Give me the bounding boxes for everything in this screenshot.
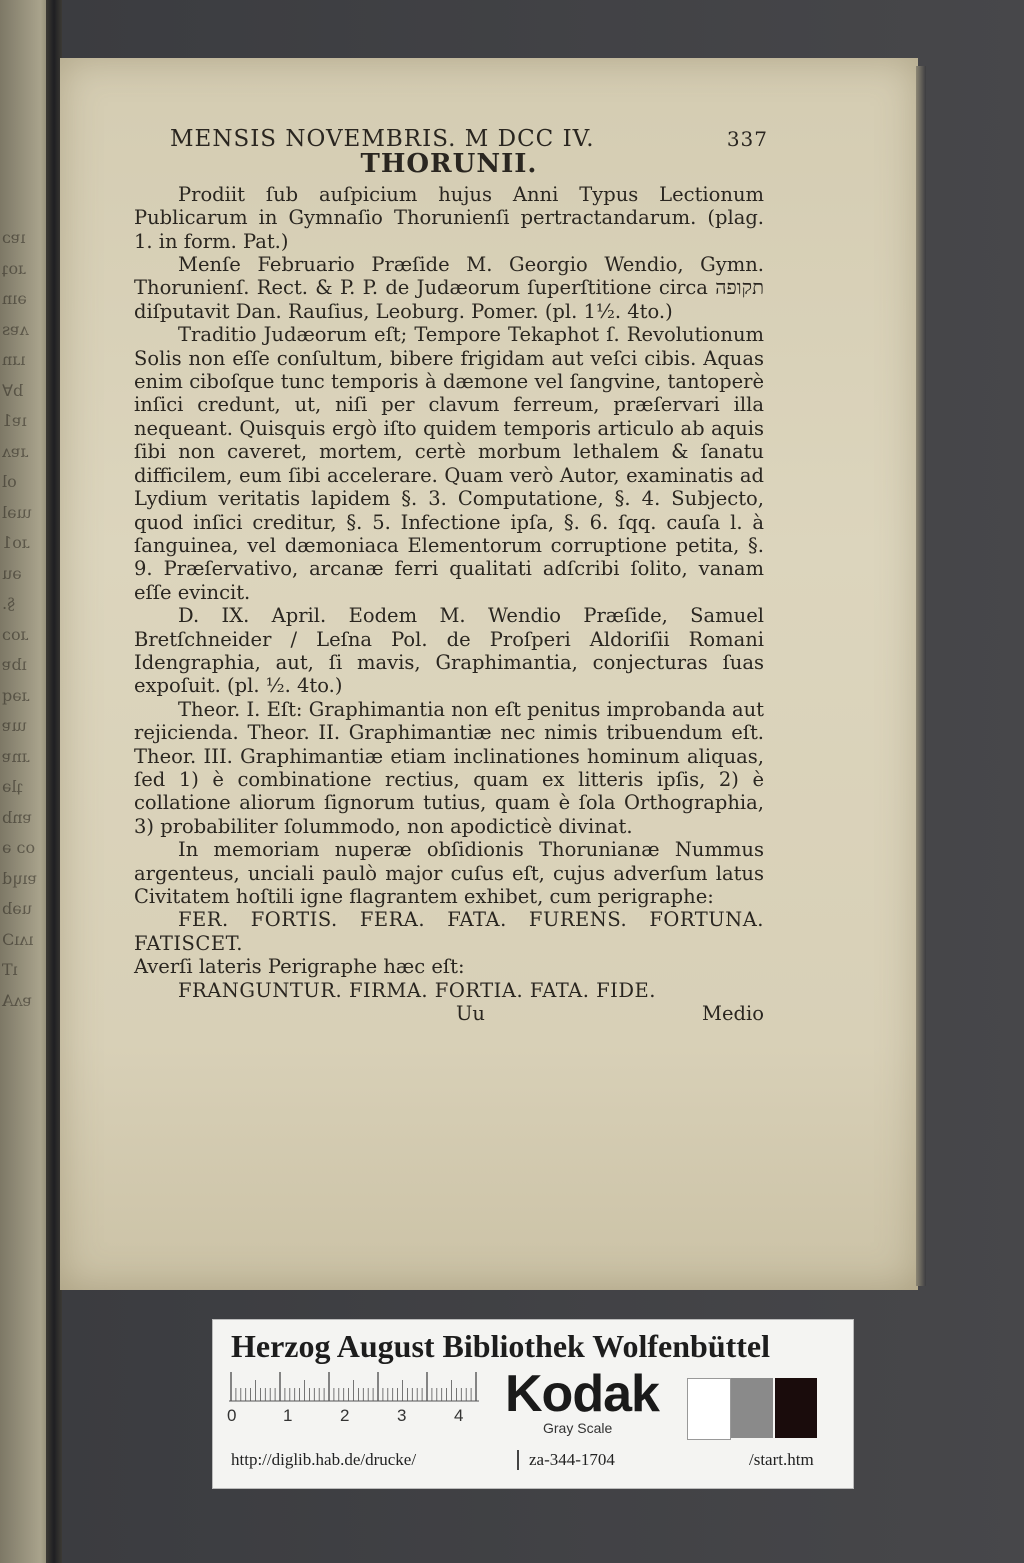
paragraph: D. IX. April. Eodem M. Wendio Præſide, Samuel Bretſchneider / Leſna Pol. de Proſperi Aldoriſii Romani Idengraphia, aut, ſi mavis, Graphimantia, conjecturas ſuas expoſuit. (pl. ½. 4to.) bbox=[134, 604, 764, 698]
facing-page-fragment: ɹoʇ bbox=[2, 258, 27, 278]
facing-page-fragment: ɐʌA bbox=[2, 990, 33, 1010]
place-heading: THORUNII. bbox=[360, 149, 538, 180]
black-patch bbox=[775, 1378, 817, 1438]
facing-page-fragment: ıbɐ bbox=[2, 655, 27, 674]
facing-page-fragment: ɹǝq bbox=[2, 685, 30, 705]
ruler-number: 3 bbox=[397, 1406, 407, 1425]
ruler-scale bbox=[229, 1372, 479, 1402]
facing-page-fragment: ɯɐ bbox=[2, 716, 27, 735]
running-head bbox=[134, 126, 768, 152]
ruler-number: 4 bbox=[454, 1406, 464, 1425]
book-page bbox=[60, 58, 918, 1290]
kodak-logo: Kodak bbox=[505, 1365, 659, 1423]
facing-page-fragment: ıT bbox=[2, 960, 18, 979]
facing-page-fragment: ɯǝl bbox=[2, 502, 32, 522]
ruler-number: 0 bbox=[227, 1406, 237, 1425]
facing-page-fragment: ǝu bbox=[2, 563, 22, 583]
catchword: Medio bbox=[702, 1002, 764, 1026]
running-head-title: MENSIS NOVEMBRIS. M DCC IV. bbox=[170, 126, 595, 152]
paragraph: Prodiit ſub auſpicium hujus Anni Typus Lectionum Publicarum in Gymnaſio Thorunienſi pertractandarum. (plag. 1. in form. Pat.) bbox=[134, 182, 764, 253]
facing-page-fragment: ɹo1 bbox=[2, 533, 30, 552]
library-name: Herzog August Bibliothek Wolfenbüttel bbox=[231, 1328, 771, 1364]
color-calibration-card bbox=[213, 1320, 853, 1488]
page-number: 337 bbox=[726, 127, 768, 151]
url-suffix: /start.htm bbox=[749, 1450, 814, 1469]
facing-page-fragment: §. bbox=[2, 594, 16, 613]
facing-page-fragment: ɹɐʌ bbox=[2, 441, 29, 461]
url-base: http://diglib.hab.de/drucke/ bbox=[231, 1450, 417, 1469]
facing-page-fragment: oɔ ǝ bbox=[2, 838, 36, 857]
paragraph: Traditio Judæorum eſt; Tempore Tekaphot ſ. Revolutionum Solis non eſſe conſultum, bibere frigidam aut veſci cibis. Aquas enim ciboſque tunc temporis à dæmone vel ſangvine, tantoperè inſici credunt, ut, niſi per clavum ferreum, præſervari illa nequeant. Quisquis ergò iſto quidem temporis articulo ab aquis ſibi non caveret, mortem, certè morbum lethalem & ſanatu difficilem, eum ſibi accelerare. Quam verò Autor, examinatis ad Lydium veritatis lapidem §. 3. Computatione, §. 4. Subjecto, quod inſici creditur, §. 5. Infectione ipſa, §. 6. ſqq. cauſa l. à ſanguinea, vel dæmoniaca Elementorum corruptione petita, §. 9. Præſervativo, arcanæ ferri qualitati adſcribi ſolito, vanam eſſe evincit. bbox=[134, 323, 764, 604]
paragraph: Averſi lateris Perigraphe hæc eſt: bbox=[134, 955, 465, 979]
facing-page-fragment: ʌɐs bbox=[2, 319, 29, 339]
catchline bbox=[134, 1002, 764, 1025]
page-text bbox=[134, 126, 768, 1026]
facing-page-fragment: ʇlǝ bbox=[2, 777, 24, 796]
facing-page-fragment: ıɐɔ bbox=[2, 228, 26, 247]
facing-page-fragment: ɐnb bbox=[2, 807, 33, 827]
ruler-number: 1 bbox=[283, 1406, 293, 1425]
ruler-number: 2 bbox=[340, 1406, 350, 1425]
facing-page-fragment: bꓯ bbox=[2, 380, 24, 400]
page-edge-shadow bbox=[916, 66, 926, 1286]
shelfmark: za-344-1704 bbox=[517, 1450, 615, 1470]
facing-page-fragment: ǝın bbox=[2, 289, 27, 308]
facing-page-fragment: ɹoɔ bbox=[2, 624, 29, 644]
gray-scale-label: Gray Scale bbox=[543, 1420, 613, 1436]
facing-page-fragment: ɐıɥd bbox=[2, 868, 38, 888]
ruler-numbers bbox=[227, 1406, 487, 1428]
facing-page-fragment: ıʌıƆ bbox=[2, 929, 34, 949]
facing-page-fragment: ol bbox=[2, 472, 17, 491]
paragraph: Theor. I. Eſt: Graphimantia non eſt penitus improbanda aut rejicienda. Theor. II. Graphimantiæ nec nimis tribuendum eſt. Theor. III. Graphimantiæ etiam inclinationes hominum aliquas, ſed 1) è combinatione rectius, quam ex litteris ipſis, 2) è collatione aliorum ſignorum tutius, quam è ſola Orthographia, 3) probabiliter ſolummodo, non apodicticè divinat. bbox=[134, 697, 764, 838]
white-patch bbox=[687, 1378, 731, 1440]
facing-page-fragment: uǝb bbox=[2, 899, 33, 918]
paragraph: Menſe Februario Præſide M. Georgio Wendio, Gymn. Thorunienſ. Rect. & P. P. de Judæorum ſuperſtitione circa תקופה diſputavit Dan. Rauſius, Leoburg. Pomer. (pl. 1½. 4to.) bbox=[134, 253, 764, 323]
facing-page-fragment: ıɐ1 bbox=[2, 411, 27, 430]
coin-inscription: FER. FORTIS. FERA. FATA. FURENS. FORTUNA. FATISCET. bbox=[134, 908, 764, 955]
facing-page-fragment: ıɹn bbox=[2, 350, 26, 369]
facing-page-fragment: ɹnɐ bbox=[2, 746, 30, 766]
signature-mark: Uu bbox=[456, 1002, 485, 1026]
paragraph: In memoriam nuperæ obſidionis Thorunianæ Nummus argenteus, unciali paulò major cuſus eſt, cujus adverſum latus Civitatem hoſtili igne flagrantem exhibet, cum perigraphe: bbox=[134, 838, 764, 908]
coin-inscription: FRANGUNTUR. FIRMA. FORTIA. FATA. FIDE. bbox=[178, 978, 656, 1002]
gray-patch bbox=[731, 1378, 773, 1438]
